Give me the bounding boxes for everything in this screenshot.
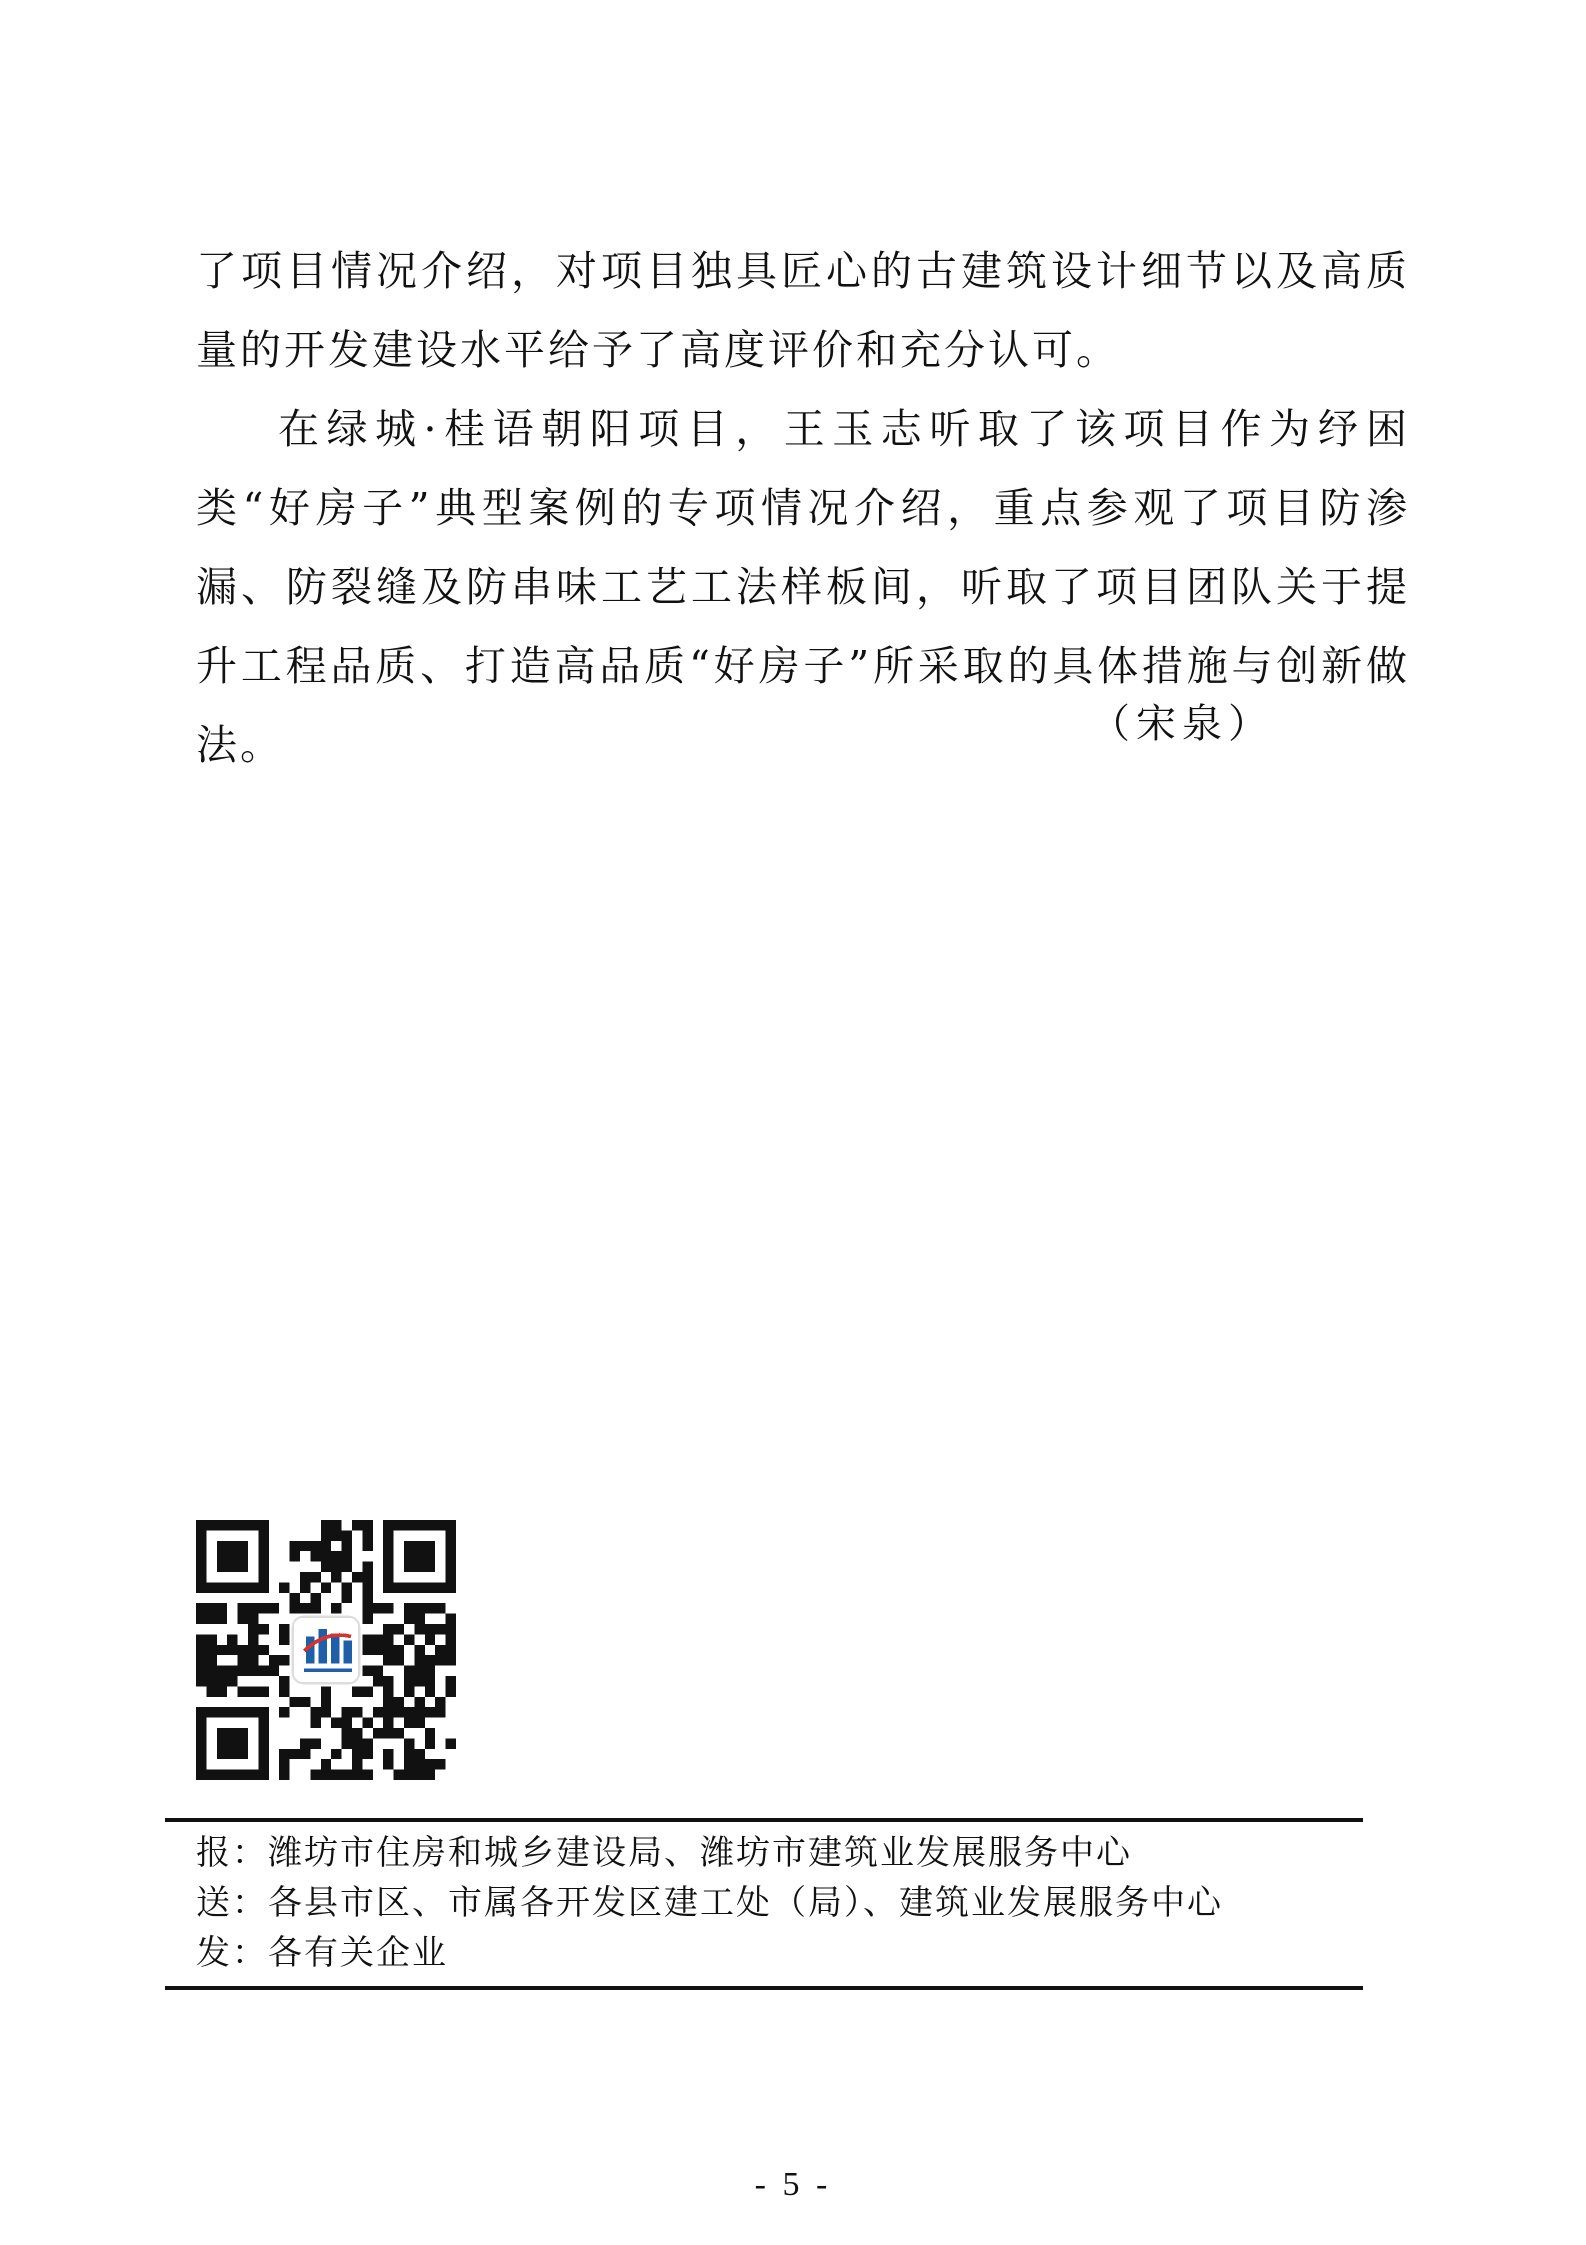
distribution-top-rule [165,1818,1363,1822]
qr-finder-top-right [383,1520,456,1593]
issue-label: 发： [196,1933,268,1973]
page-number: - 5 - [754,2166,832,2203]
author-byline: （宋泉） [1090,701,1274,747]
paragraph-lvcheng-project: 在绿城·桂语朝阳项目，王玉志听取了该项目作为纾困类“好房子”典型案例的专项情况介绍，重点参观了项目防渗漏、防裂缝及防串味工艺工法样板间，听取了项目团队关于提升工程品质、打造高品质“好房子”所采取的具体措施与创新做法。 [196,405,1410,769]
qr-code [196,1520,456,1780]
qr-finder-top-left [196,1520,269,1593]
distribution-send-line [196,1878,1223,1928]
paragraph-continuation: 了项目情况介绍，对项目独具匠心的古建筑设计细节以及高质量的开发建设水平给予了高度评价和充分认可。 [196,247,1410,374]
send-recipients: 各县市区、市属各开发区建工处（局）、建筑业发展服务中心 [268,1883,1223,1923]
send-label: 送： [196,1883,268,1923]
qr-finder-bottom-left [196,1707,269,1780]
distribution-report-line [196,1828,1223,1878]
qr-center-logo [293,1617,360,1684]
distribution-issue-line [196,1928,1223,1978]
distribution-bottom-rule [165,1986,1363,1990]
report-recipients: 潍坊市住房和城乡建设局、潍坊市建筑业发展服务中心 [268,1833,1132,1873]
report-label: 报： [196,1833,268,1873]
distribution-block [196,1828,1223,1978]
issue-recipients: 各有关企业 [268,1933,448,1973]
